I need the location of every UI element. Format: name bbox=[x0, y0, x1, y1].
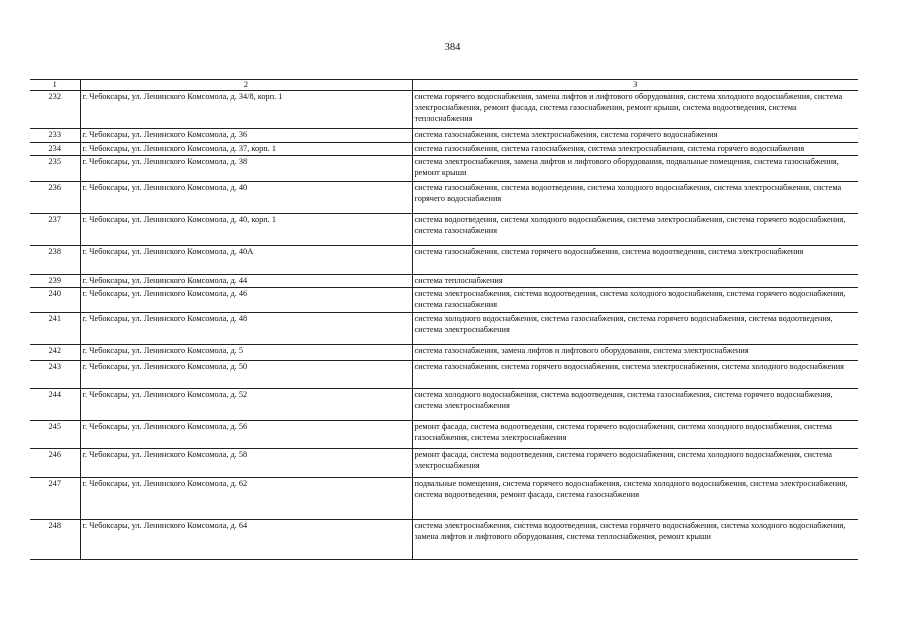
table-row bbox=[30, 313, 858, 345]
table-row bbox=[30, 91, 858, 129]
table-row bbox=[30, 246, 858, 275]
row-number: 235 bbox=[30, 156, 80, 182]
row-number: 247 bbox=[30, 478, 80, 520]
table-row bbox=[30, 156, 858, 182]
row-address: г. Чебоксары, ул. Ленинского Комсомола, д. 5 bbox=[80, 345, 412, 361]
row-number: 246 bbox=[30, 449, 80, 478]
row-address: г. Чебоксары, ул. Ленинского Комсомола, д. 56 bbox=[80, 421, 412, 449]
table-row bbox=[30, 214, 858, 246]
row-systems: система электроснабжения, система водоотведения, система горячего водоснабжения, система холодного водоснабжения, замена лифтов и лифтового оборудования, система теплоснабжения, ремонт крыши bbox=[412, 520, 858, 560]
row-address: г. Чебоксары, ул. Ленинского Комсомола, д. 40, корп. 1 bbox=[80, 214, 412, 246]
row-systems: система электроснабжения, система водоотведения, система холодного водоснабжения, система горячего водоснабжения, система газоснабжения bbox=[412, 288, 858, 313]
row-systems: система газоснабжения, система горячего водоснабжения, система электроснабжения, система холодного водоснабжения bbox=[412, 361, 858, 389]
row-address: г. Чебоксары, ул. Ленинского Комсомола, д. 58 bbox=[80, 449, 412, 478]
table-row bbox=[30, 182, 858, 214]
row-address: г. Чебоксары, ул. Ленинского Комсомола, д. 38 bbox=[80, 156, 412, 182]
row-systems: система газоснабжения, система газоснабжения, система электроснабжения, система горячего водоснабжения bbox=[412, 143, 858, 156]
table-row bbox=[30, 345, 858, 361]
row-number: 234 bbox=[30, 143, 80, 156]
row-number: 232 bbox=[30, 91, 80, 129]
row-address: г. Чебоксары, ул. Ленинского Комсомола, д. 40А bbox=[80, 246, 412, 275]
table-row bbox=[30, 478, 858, 520]
table-row bbox=[30, 129, 858, 143]
row-number: 240 bbox=[30, 288, 80, 313]
row-address: г. Чебоксары, ул. Ленинского Комсомола, д. 37, корп. 1 bbox=[80, 143, 412, 156]
row-number: 241 bbox=[30, 313, 80, 345]
row-systems: система водоотведения, система холодного водоснабжения, система электроснабжения, система горячего водоснабжения, система газоснабжения bbox=[412, 214, 858, 246]
row-systems: система теплоснабжения bbox=[412, 275, 858, 288]
row-address: г. Чебоксары, ул. Ленинского Комсомола, д. 40 bbox=[80, 182, 412, 214]
table-row bbox=[30, 520, 858, 560]
table-row bbox=[30, 389, 858, 421]
row-number: 236 bbox=[30, 182, 80, 214]
row-address: г. Чебоксары, ул. Ленинского Комсомола, д. 52 bbox=[80, 389, 412, 421]
table-header-row bbox=[30, 80, 858, 91]
row-systems: система электроснабжения, замена лифтов и лифтового оборудования, подвальные помещения, система газоснабжения, ремонт крыши bbox=[412, 156, 858, 182]
row-number: 233 bbox=[30, 129, 80, 143]
row-systems: система газоснабжения, система водоотведения, система холодного водоснабжения, система электроснабжения, система горячего водоснабжения bbox=[412, 182, 858, 214]
table-row bbox=[30, 275, 858, 288]
row-number: 245 bbox=[30, 421, 80, 449]
row-address: г. Чебоксары, ул. Ленинского Комсомола, д. 44 bbox=[80, 275, 412, 288]
row-number: 248 bbox=[30, 520, 80, 560]
row-number: 239 bbox=[30, 275, 80, 288]
table-row bbox=[30, 421, 858, 449]
table-row bbox=[30, 143, 858, 156]
row-address: г. Чебоксары, ул. Ленинского Комсомола, д. 48 bbox=[80, 313, 412, 345]
column-header-2: 2 bbox=[80, 80, 412, 91]
table-row bbox=[30, 449, 858, 478]
row-number: 238 bbox=[30, 246, 80, 275]
row-address: г. Чебоксары, ул. Ленинского Комсомола, д. 64 bbox=[80, 520, 412, 560]
row-address: г. Чебоксары, ул. Ленинского Комсомола, д. 36 bbox=[80, 129, 412, 143]
table-row bbox=[30, 361, 858, 389]
row-systems: система холодного водоснабжения, система водоотведения, система газоснабжения, система горячего водоснабжения, система электроснабжения bbox=[412, 389, 858, 421]
row-address: г. Чебоксары, ул. Ленинского Комсомола, д. 62 bbox=[80, 478, 412, 520]
buildings-table bbox=[30, 79, 858, 560]
row-number: 237 bbox=[30, 214, 80, 246]
row-systems: система газоснабжения, система горячего водоснабжения, система водоотведения, система электроснабжения bbox=[412, 246, 858, 275]
row-address: г. Чебоксары, ул. Ленинского Комсомола, д. 46 bbox=[80, 288, 412, 313]
row-address: г. Чебоксары, ул. Ленинского Комсомола, д. 34/8, корп. 1 bbox=[80, 91, 412, 129]
row-systems: ремонт фасада, система водоотведения, система горячего водоснабжения, система холодного водоснабжения, система газоснабжения, система электроснабжения bbox=[412, 421, 858, 449]
row-number: 244 bbox=[30, 389, 80, 421]
row-systems: ремонт фасада, система водоотведения, система горячего водоснабжения, система холодного водоснабжения, система электроснабжения bbox=[412, 449, 858, 478]
row-address: г. Чебоксары, ул. Ленинского Комсомола, д. 50 bbox=[80, 361, 412, 389]
page-number: 384 bbox=[444, 42, 461, 53]
row-systems: система холодного водоснабжения, система газоснабжения, система горячего водоснабжения, система водоотведения, система электроснабжения bbox=[412, 313, 858, 345]
table-row bbox=[30, 288, 858, 313]
row-systems: система горячего водоснабжения, замена лифтов и лифтового оборудования, система холодного водоснабжения, система электроснабжения, ремонт фасада, система газоснабжения, ремонт крыши, система водоотведения, система теплоснабжения bbox=[412, 91, 858, 129]
row-number: 243 bbox=[30, 361, 80, 389]
row-systems: система газоснабжения, система электроснабжения, система горячего водоснабжения bbox=[412, 129, 858, 143]
row-number: 242 bbox=[30, 345, 80, 361]
column-header-1: 1 bbox=[30, 80, 80, 91]
row-systems: подвальные помещения, система горячего водоснабжения, система холодного водоснабжения, система электроснабжения, система водоотведения, ремонт фасада, система газоснабжения bbox=[412, 478, 858, 520]
column-header-3: 3 bbox=[412, 80, 858, 91]
row-systems: система газоснабжения, замена лифтов и лифтового оборудования, система электроснабжения bbox=[412, 345, 858, 361]
